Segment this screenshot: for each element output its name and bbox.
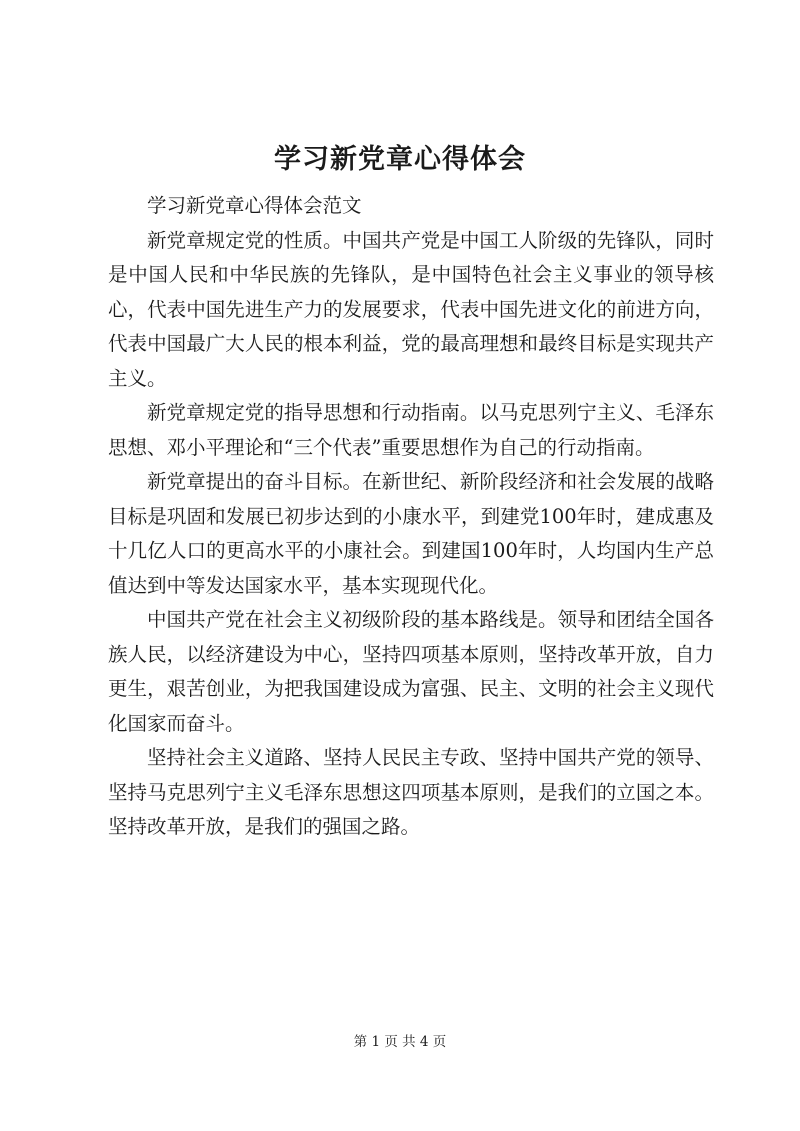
paragraph-party-nature: 新党章规定党的性质。中国共产党是中国工人阶级的先锋队，同时是中国人民和中华民族的先锋队，是中国特色社会主义事业的领导核心，代表中国先进生产力的发展要求，代表中国先进文化的前进方向，代表中国最广大人民的根本利益，党的最高理想和最终目标是实现共产主义。	[108, 228, 714, 390]
paragraph-guiding-ideology: 新党章规定党的指导思想和行动指南。以马克思列宁主义、毛泽东思想、邓小平理论和“三个代表”重要思想作为自己的行动指南。	[108, 401, 714, 459]
paragraph-basic-line: 中国共产党在社会主义初级阶段的基本路线是。领导和团结全国各族人民，以经济建设为中心，坚持四项基本原则，坚持改革开放，自力更生，艰苦创业，为把我国建设成为富强、民主、文明的社会主义现代化国家而奋斗。	[108, 608, 714, 735]
page-title: 学习新党章心得体会	[274, 144, 526, 175]
document-body	[108, 189, 714, 845]
page-number-footer: 第 1 页 共 4 页	[353, 1034, 447, 1050]
paragraph-subtitle: 学习新党章心得体会范文	[147, 194, 362, 217]
paragraph-four-principles: 坚持社会主义道路、坚持人民民主专政、坚持中国共产党的领导、坚持马克思列宁主义毛泽东思想这四项基本原则，是我们的立国之本。坚持改革开放，是我们的强国之路。	[108, 746, 714, 838]
paragraph-goals: 新党章提出的奋斗目标。在新世纪、新阶段经济和社会发展的战略目标是巩固和发展已初步达到的小康水平，到建党100年时，建成惠及十几亿人口的更高水平的小康社会。到建国100年时，人均国内生产总值达到中等发达国家水平，基本实现现代化。	[108, 470, 714, 597]
